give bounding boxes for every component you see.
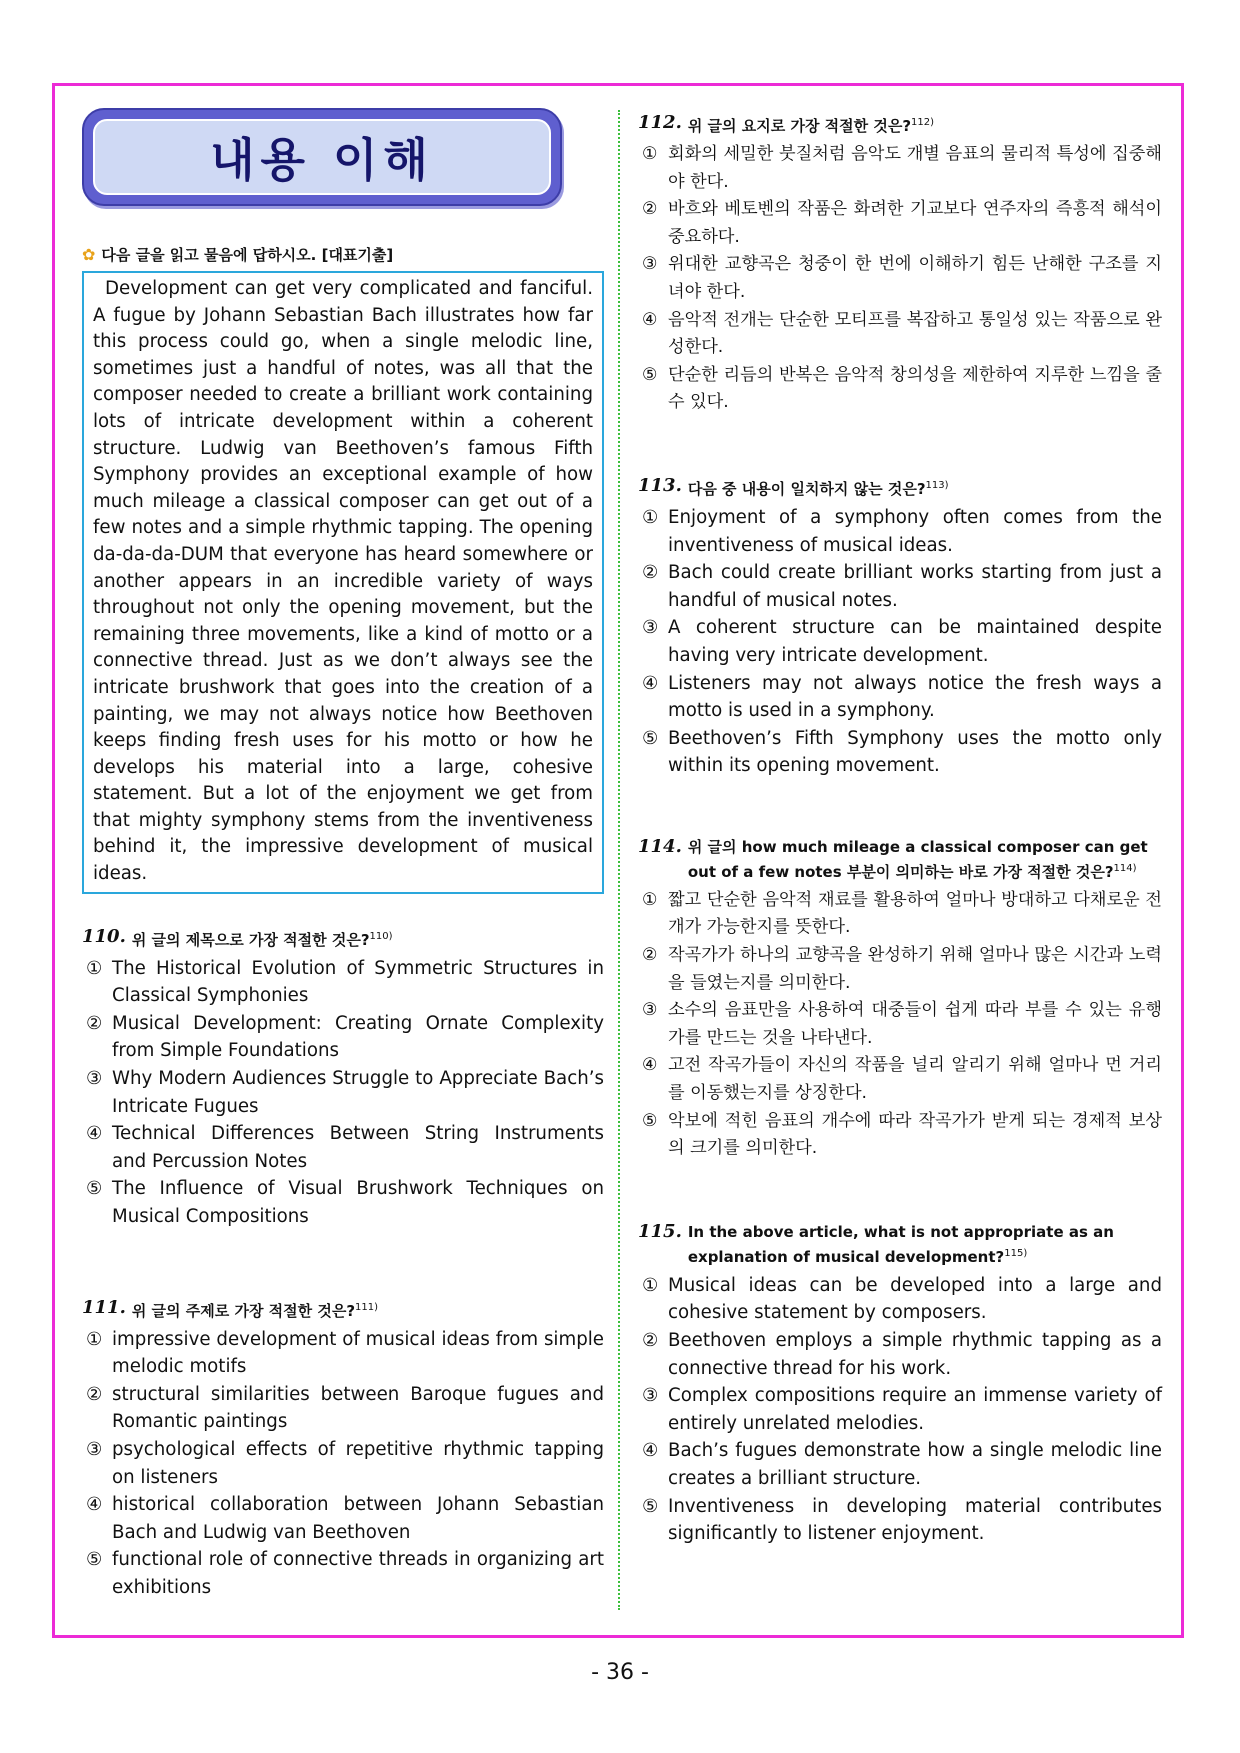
option-3[interactable]: ③ A coherent structure can be maintained despite having very intricate development. [642,617,1162,666]
footnote-ref: 114) [1113,862,1137,874]
question-number: 111. [82,1296,126,1318]
footnote-ref: 115) [1004,1247,1028,1259]
footnote-ref: 111) [355,1301,379,1313]
instruction [82,244,604,265]
option-4[interactable]: ④ 고전 작곡가들이 자신의 작품을 널리 알리기 위해 얼마나 먼 거리를 이동했는지를 상징한다. [642,1055,1162,1104]
question-113 [638,475,1162,780]
option-list [638,1272,1162,1548]
option-2[interactable]: ② 작곡가가 하나의 교향곡을 완성하기 위해 얼마나 많은 시간과 노력을 들였는지를 의미한다. [642,945,1162,993]
option-list [82,1326,604,1602]
option-list [638,141,1162,417]
option-3[interactable]: ③ 위대한 교향곡은 청중이 한 번에 이해하기 힘든 난해한 구조를 지녀야 한다. [642,254,1162,302]
option-1[interactable]: ① Enjoyment of a symphony often comes from the inventiveness of musical ideas. [642,506,1162,556]
question-prompt: 위 글의 주제로 가장 적절한 것은? [131,1301,356,1320]
left-column [82,108,604,1602]
question-112 [638,112,1162,417]
question-number: 114. [638,835,682,857]
section-title: 내용 이해 [210,133,434,187]
column-divider [618,110,620,1610]
question-number: 115. [638,1220,682,1242]
question-number: 113. [638,474,682,496]
question-prompt: 다음 중 내용이 일치하지 않는 것은? [687,479,926,498]
question-prompt: 위 글의 제목으로 가장 적절한 것은? [131,930,370,949]
option-3[interactable]: ③ psychological effects of repetitive rhythmic tapping on listeners [86,1438,604,1488]
option-5[interactable]: ⑤ 단순한 리듬의 반복은 음악적 창의성을 제한하여 지루한 느낌을 줄 수 있다. [642,364,1162,413]
option-2[interactable]: ② Musical Development: Creating Ornate Complexity from Simple Foundations [86,1012,604,1062]
footnote-ref: 113) [925,479,949,491]
option-1[interactable]: ① 짧고 단순한 음악적 재료를 활용하여 얼마나 방대하고 다채로운 전개가 가능한지를 뜻한다. [642,889,1162,938]
option-1[interactable]: ① The Historical Evolution of Symmetric Structures in Classical Symphonies [86,957,604,1007]
option-4[interactable]: ④ historical collaboration between Johann Sebastian Bach and Ludwig van Beethoven [86,1494,604,1543]
question-111 [82,1297,604,1602]
option-1[interactable]: ① Musical ideas can be developed into a large and cohesive statement by composers. [642,1274,1162,1324]
page-number: - 36 - [591,1660,649,1685]
question-110 [82,926,604,1231]
question-number: 110. [82,925,126,947]
footnote-ref: 112) [911,117,935,128]
option-4[interactable]: ④ Bach’s fugues demonstrate how a single melodic line creates a brilliant structure. [642,1440,1162,1489]
option-5[interactable]: ⑤ The Influence of Visual Brushwork Techniques on Musical Compositions [86,1178,604,1227]
footnote-ref: 110) [369,930,393,942]
question-prompt: In the above article, what is not appropriate as an explanation of musical development? [687,1222,1114,1266]
instruction-text: 다음 글을 읽고 물음에 답하시오. [대표기출] [101,246,394,264]
option-2[interactable]: ② Bach could create brilliant works starting from just a handful of musical notes. [642,562,1162,611]
right-column [638,112,1162,1548]
reading-passage: Development can get very complicated and fanciful. A fugue by Johann Sebastian Bach illustrates how far this process could go, when a single melodic line, sometimes just a handful of notes, was all that the composer needed to create a brilliant work containing lots of intricate development within a coherent structure. Ludwig van Beethoven’s famous Fifth Symphony provides an exceptional example of how much mileage a classical composer can get out of a few notes and a simple rhythmic tapping. The opening da-da-da-DUM that everyone has heard somewhere or another appears in an incredible variety of ways throughout not only the opening movement, but the remaining three movements, like a kind of motto or a connective thread. Just as we don’t always see the intricate brushwork that goes into the creation of a painting, we may not always notice how Beethoven keeps finding fresh uses for his motto or how he develops his material into a large, cohesive statement. But a lot of the enjoyment we get from that mighty symphony stems from the inventiveness behind it, the impressive development of musical ideas. [82,271,604,894]
question-prompt: 위 글의 요지로 가장 적절한 것은? [687,117,912,135]
option-1[interactable]: ① 회화의 세밀한 붓질처럼 음악도 개별 음표의 물리적 특성에 집중해야 한다. [642,144,1162,192]
option-3[interactable]: ③ 소수의 음표만을 사용하여 대중들이 쉽게 따라 부를 수 있는 유행가를 만드는 것을 나타낸다. [642,1000,1162,1048]
option-list [638,887,1162,1163]
option-3[interactable]: ③ Complex compositions require an immense variety of entirely unrelated melodies. [642,1385,1162,1434]
option-5[interactable]: ⑤ functional role of connective threads in organizing art exhibitions [86,1549,604,1598]
option-4[interactable]: ④ 음악적 전개는 단순한 모티프를 복잡하고 통일성 있는 작품으로 완성한다. [642,309,1162,358]
question-115 [638,1221,1162,1548]
option-2[interactable]: ② Beethoven employs a simple rhythmic tapping as a connective thread for his work. [642,1330,1162,1379]
option-2[interactable]: ② structural similarities between Baroque fugues and Romantic paintings [86,1383,604,1433]
option-5[interactable]: ⑤ Inventiveness in developing material contributes significantly to listener enjoyment. [642,1495,1162,1545]
flower-icon: ✿ [82,245,96,264]
question-114 [638,836,1162,1163]
option-5[interactable]: ⑤ 악보에 적힌 음표의 개수에 따라 작곡가가 받게 되는 경제적 보상의 크기를 의미한다. [642,1110,1162,1159]
option-2[interactable]: ② 바흐와 베토벤의 작품은 화려한 기교보다 연주자의 즉흥적 해석이 중요하다. [642,199,1162,247]
question-prompt: 위 글의 how much mileage a classical composer can get out of a few notes 부분이 의미하는 바로 가장 적절한 것은? [687,837,1148,881]
option-5[interactable]: ⑤ Beethoven’s Fifth Symphony uses the motto only within its opening movement. [642,727,1162,777]
option-4[interactable]: ④ Listeners may not always notice the fresh ways a motto is used in a symphony. [642,672,1162,722]
option-list [638,504,1162,780]
question-number: 112. [638,112,682,133]
option-1[interactable]: ① impressive development of musical ideas from simple melodic motifs [86,1328,604,1378]
option-list [82,955,604,1231]
option-3[interactable]: ③ Why Modern Audiences Struggle to Appreciate Bach’s Intricate Fugues [86,1068,604,1117]
option-4[interactable]: ④ Technical Differences Between String Instruments and Percussion Notes [86,1123,604,1172]
section-banner [82,108,562,206]
